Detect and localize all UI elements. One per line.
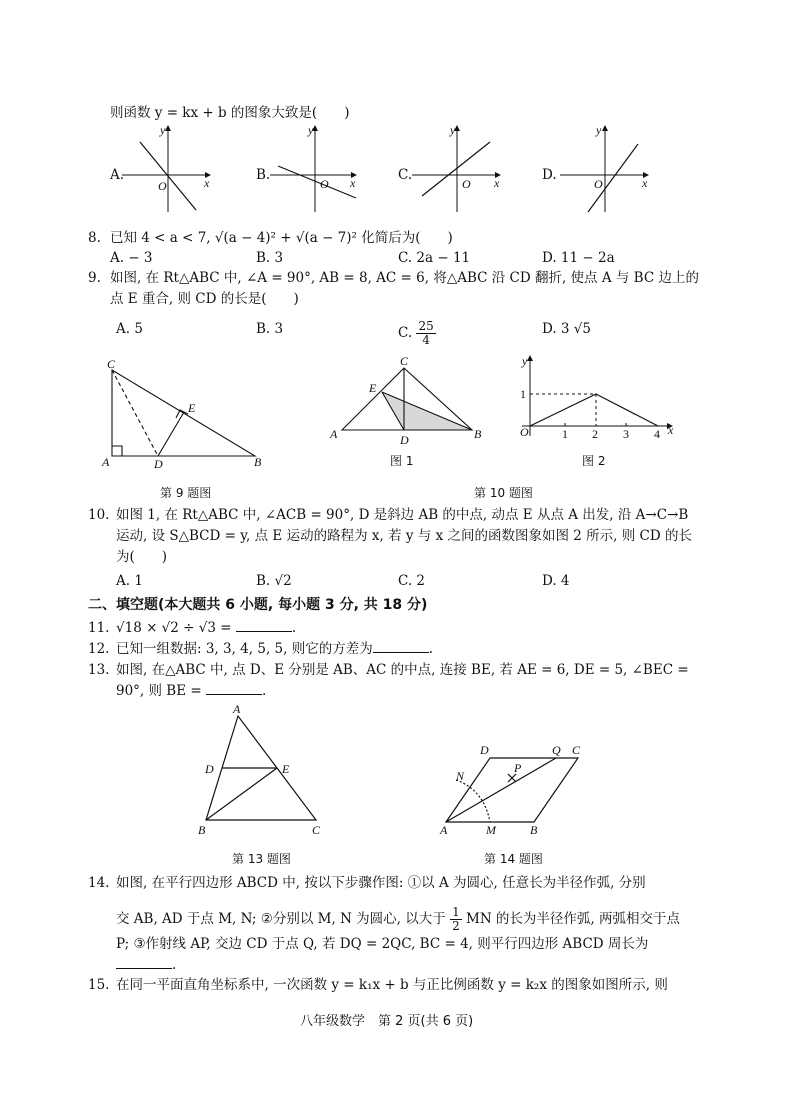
fig13-label-c: C — [312, 823, 321, 837]
q14-end: . — [172, 957, 177, 973]
q7-opt-d: D. — [542, 167, 557, 183]
q10-opt-a: A. 1 — [116, 573, 143, 589]
fig14-diagram — [446, 758, 578, 822]
axis-x-label: x — [642, 176, 648, 190]
q8-number: 8. — [88, 230, 101, 246]
axis-x-label: x — [204, 176, 210, 190]
fig14-label-q: Q — [552, 743, 561, 757]
fig14-label-c: C — [572, 743, 581, 757]
axis-y-label: y — [450, 123, 456, 137]
fig13-caption: 第 13 题图 — [232, 852, 291, 866]
fig10a-label-a: A — [330, 427, 338, 441]
q8-opt-b: B. 3 — [256, 250, 284, 266]
fig9-label-c: C — [107, 357, 116, 371]
fig10b-origin: O — [520, 425, 529, 439]
fig10b-x-tick: 1 — [562, 427, 568, 441]
q10-line3: 为( ) — [116, 549, 168, 565]
fig10a-caption: 图 1 — [390, 454, 414, 468]
q11-end: . — [291, 620, 297, 636]
q10-line1: 如图 1, 在 Rt△ABC 中, ∠ACB = 90°, D 是斜边 AB 的中点, 动点 E 从点 A 出发, 沿 A→C→B — [116, 507, 689, 523]
fig13-label-b: B — [198, 823, 206, 837]
q14-line2 — [116, 906, 680, 933]
q12-number: 12. — [88, 641, 110, 657]
q7-opt-c: C. — [398, 167, 413, 183]
fraction-denominator: 2 — [452, 919, 460, 933]
fig10b-x-tick: 3 — [623, 427, 629, 441]
fraction-numerator: 1 — [452, 905, 460, 919]
fig10b-x-tick: 4 — [654, 427, 660, 441]
q8-opt-c: C. 2a − 11 — [398, 250, 471, 266]
section-heading: 二、填空题(本大题共 6 小题, 每小题 3 分, 共 18 分) — [88, 597, 428, 613]
q7-opt-b: B. — [256, 167, 271, 183]
axis-x-label: x — [350, 176, 356, 190]
page-footer: 八年级数学 第 2 页(共 6 页) — [300, 1014, 474, 1029]
fig9-label-d: D — [154, 457, 163, 471]
q11-text: √18 × √2 ÷ √3 = — [116, 620, 236, 636]
fig10a-label-c: C — [400, 354, 409, 368]
fig10b-label-y: y — [522, 354, 528, 368]
fig13-diagram — [206, 716, 316, 820]
q9-line1: 如图, 在 Rt△ABC 中, ∠A = 90°, AB = 8, AC = 6, 将△ABC 沿 CD 翻折, 使点 A 与 BC 边上的 — [110, 270, 699, 286]
fig9-caption: 第 9 题图 — [160, 486, 212, 500]
q13-number: 13. — [88, 662, 110, 678]
q10-line2: 运动, 设 S△BCD = y, 点 E 运动的路程为 x, 若 y 与 x 之间的函数图象如图 2 所示, 则 CD 的长 — [116, 528, 692, 544]
q13-line1: 如图, 在△ABC 中, 点 D、E 分别是 AB、AC 的中点, 连接 BE, 若 AE = 6, DE = 5, ∠BEC = — [116, 662, 689, 678]
fig10a-label-e: E — [369, 381, 377, 395]
fig13-label-e: E — [282, 762, 290, 776]
fig14-label-a: A — [440, 823, 448, 837]
fig9-label-a: A — [102, 455, 110, 469]
q9-opt-d: D. 3 √5 — [542, 321, 591, 337]
fig10b-caption: 图 2 — [582, 454, 606, 468]
fig10-caption: 第 10 题图 — [474, 486, 533, 500]
fig14-label-p: P — [514, 761, 522, 775]
q9-number: 9. — [88, 270, 101, 286]
fig14-label-m: M — [486, 823, 496, 837]
fig14-label-n: N — [456, 769, 465, 783]
fig10a-label-d: D — [400, 433, 409, 447]
answer-blank[interactable] — [116, 956, 172, 969]
fig10b-x-tick: 2 — [592, 427, 598, 441]
fraction — [450, 906, 462, 933]
fraction-denominator: 4 — [422, 333, 430, 347]
q14-line3: P; ③作射线 AP, 交边 CD 于点 Q, 若 DQ = 2QC, BC = 4, 则平行四边形 ABCD 周长为 — [116, 936, 649, 952]
q9-opt-a: A. 5 — [116, 321, 143, 337]
q9-line2: 点 E 重合, 则 CD 的长是( ) — [110, 291, 299, 307]
q13-line2: 90°, 则 BE = — [116, 683, 206, 699]
fig9-label-e: E — [188, 401, 196, 415]
fig13-label-d: D — [205, 762, 214, 776]
fraction-numerator: 25 — [418, 319, 434, 333]
axis-y-label: y — [160, 123, 166, 137]
q12-end: . — [428, 641, 433, 657]
q14-line2a: 交 AB, AD 于点 M, N; ②分别以 M, N 为圆心, 以大于 — [116, 911, 446, 927]
fig10b-label-x: x — [668, 423, 674, 437]
q15-number: 15. — [88, 977, 110, 993]
q14-line1: 如图, 在平行四边形 ABCD 中, 按以下步骤作图: ①以 A 为圆心, 任意长为半径作弧, 分别 — [116, 875, 646, 891]
q13-end: . — [261, 683, 267, 699]
q8-opt-d: D. 11 − 2a — [542, 250, 615, 266]
fig10b-y-tick: 1 — [520, 387, 526, 401]
axis-x-label: x — [494, 176, 500, 190]
q9-opt-c-label: C. — [398, 325, 413, 341]
origin-label: O — [462, 177, 471, 191]
q10-opt-b: B. √2 — [256, 573, 292, 589]
fig13-label-a: A — [233, 702, 241, 716]
origin-label: O — [594, 177, 603, 191]
q14-line2b: MN 的长为半径作弧, 两弧相交于点 — [466, 911, 681, 927]
fig9-label-b: B — [254, 455, 262, 469]
q14-line4 — [116, 956, 176, 974]
q11-number: 11. — [88, 620, 110, 636]
q7-prompt: 则函数 y = kx + b 的图象大致是( ) — [110, 105, 350, 121]
fig10a-label-b: B — [474, 427, 482, 441]
axis-y-label: y — [596, 123, 602, 137]
q9-opt-b: B. 3 — [256, 321, 284, 337]
fig14-caption: 第 14 题图 — [484, 852, 543, 866]
fig14-label-d: D — [480, 743, 489, 757]
q8-text: 已知 4 < a < 7, √(a − 4)² + √(a − 7)² 化简后为( ) — [110, 230, 453, 246]
q12-text: 已知一组数据: 3, 3, 4, 5, 5, 则它的方差为 — [116, 641, 373, 657]
q10-opt-d: D. 4 — [542, 573, 570, 589]
q8-opt-a: A. − 3 — [110, 250, 153, 266]
q7-opt-a: A. — [110, 167, 125, 183]
q10-number: 10. — [88, 507, 110, 523]
fig14-label-b: B — [530, 823, 538, 837]
q14-number: 14. — [88, 875, 110, 891]
q15-text: 在同一平面直角坐标系中, 一次函数 y = k₁x + b 与正比例函数 y = k₂x 的图象如图所示, 则 — [116, 977, 668, 993]
q10-opt-c: C. 2 — [398, 573, 426, 589]
axis-y-label: y — [308, 123, 314, 137]
origin-label: O — [158, 179, 167, 193]
origin-label: O — [320, 177, 329, 191]
